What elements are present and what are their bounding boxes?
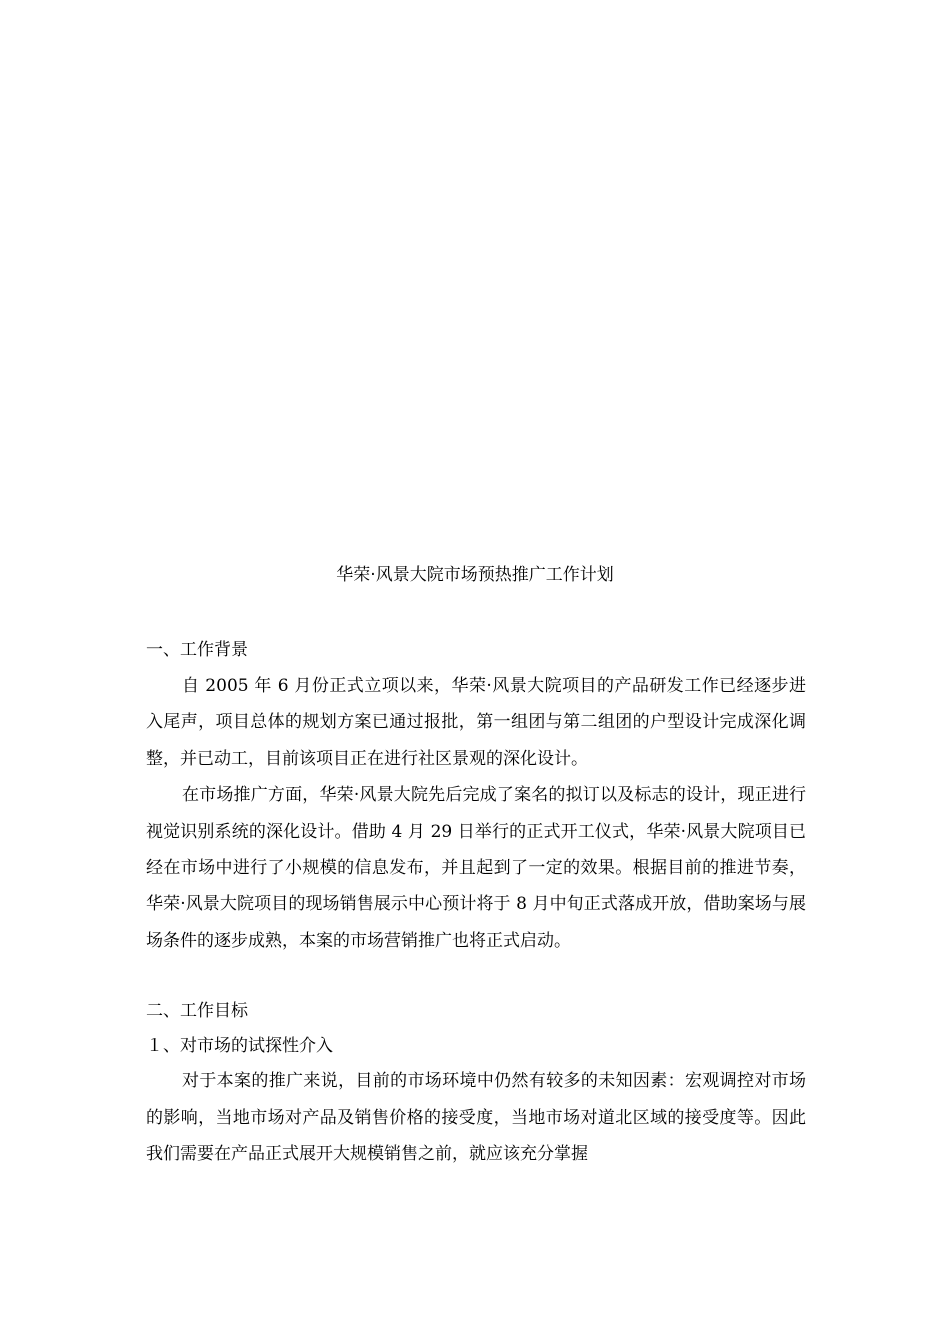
body-paragraph: 在市场推广方面，华荣·风景大院先后完成了案名的拟订以及标志的设计，现正进行视觉识别系统的深化设计。借助 4 月 29 日举行的正式开工仪式，华荣·风景大院项目已经在市场中进行了小规模的信息发布，并且起到了一定的效果。根据目前的推进节奏，华荣·风景大院项目的现场销售展示中心预计将于 8 月中旬正式落成开放，借助案场与展场条件的逐步成熟，本案的市场营销推广也将正式启动。 xyxy=(146,785,806,951)
section-spacer xyxy=(146,959,806,993)
subsection-heading: １、对市场的试探性介入 xyxy=(146,1036,333,1057)
section-heading: 二、工作目标 xyxy=(146,1001,248,1022)
body-paragraph: 自 2005 年 6 月份正式立项以来，华荣·风景大院项目的产品研发工作已经逐步进入尾声，项目总体的规划方案已通过报批，第一组团与第二组团的户型设计完成深化调整，并已动工，目前该项目正在进行社区景观的深化设计。 xyxy=(146,676,806,769)
document-title: 华荣·风景大院市场预热推广工作计划 xyxy=(336,565,614,585)
section-goals xyxy=(146,993,806,1172)
section-background xyxy=(146,632,806,959)
section-heading: 一、工作背景 xyxy=(146,640,248,660)
document-body xyxy=(146,632,806,1172)
body-paragraph: 对于本案的推广来说，目前的市场环境中仍然有较多的未知因素：宏观调控对市场的影响，当地市场对产品及销售价格的接受度，当地市场对道北区域的接受度等。因此我们需要在产品正式展开大规模销售之前，就应该充分掌握 xyxy=(146,1071,806,1165)
